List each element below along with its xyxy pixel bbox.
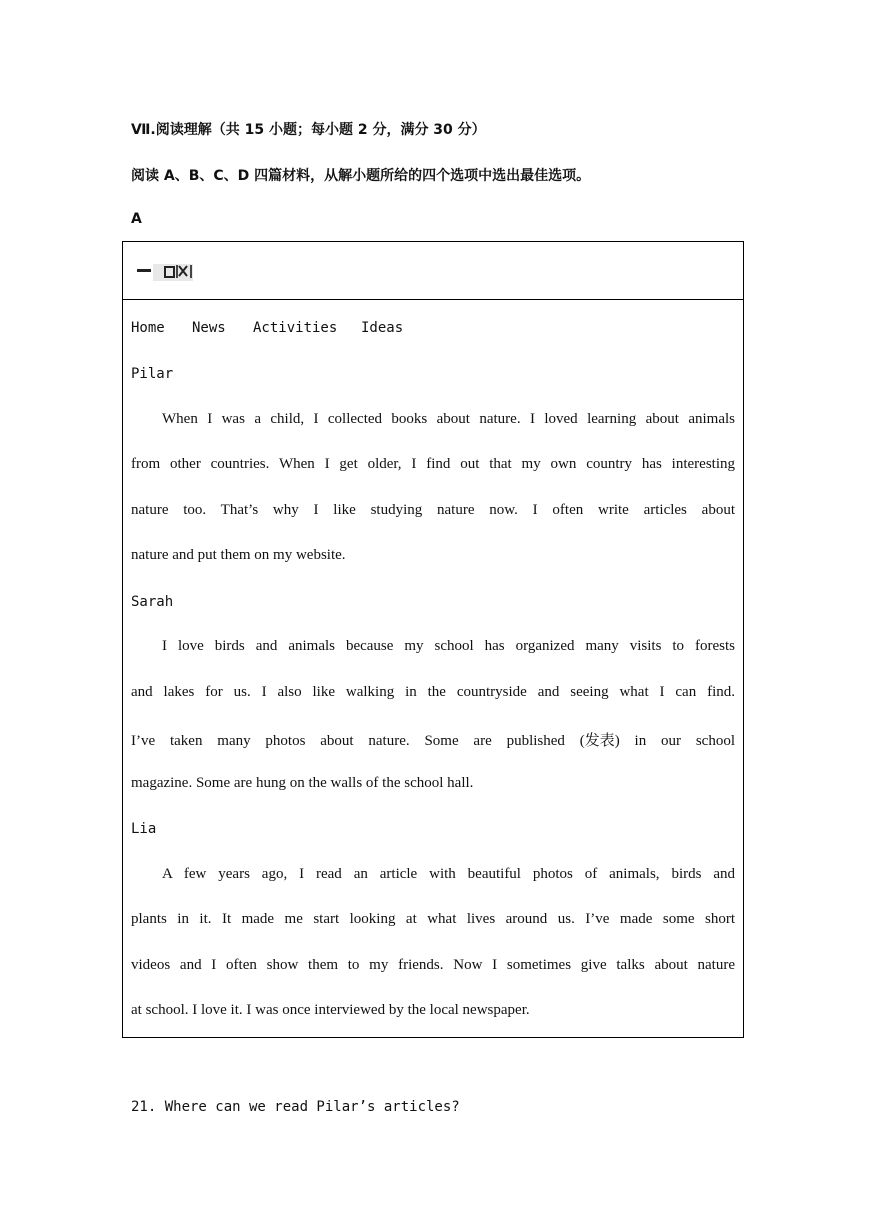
entry-text-line: I’ve taken many photos about nature. Some are published (发表) in our school xyxy=(131,733,735,749)
section-instruction: 阅读 A、B、C、D 四篇材料，从解小题所给的四个选项中选出最佳选项。 xyxy=(131,168,591,184)
nav-activities-link[interactable]: Activities xyxy=(253,320,338,336)
entry-text-line: videos and I often show them to my friends. Now I sometimes give talks about nature xyxy=(131,956,735,973)
entry-author: Sarah xyxy=(131,593,174,610)
entry-text-line: nature too. That’s why I like studying nature now. I often write articles about xyxy=(131,501,735,518)
entry-text-line: from other countries. When I get older, I find out that my own country has interesting xyxy=(131,456,735,472)
nav-home-link[interactable]: Home xyxy=(131,320,165,336)
entry-text-line: I love birds and animals because my school has organized many visits to forests xyxy=(162,638,735,654)
section-heading: Ⅶ.阅读理解（共 15 小题；每小题 2 分，满分 30 分） xyxy=(131,122,486,138)
entry-text-line: and lakes for us. I also like walking in the countryside and seeing what I can find. xyxy=(131,683,735,700)
nav-news-link[interactable]: News xyxy=(192,320,226,336)
entry-text-line: magazine. Some are hung on the walls of the school hall. xyxy=(131,774,474,791)
entry-author: Pilar xyxy=(131,366,174,382)
entry-author: Lia xyxy=(131,821,157,837)
entry-text-line: at school. I love it. I was once interviewed by the local newspaper. xyxy=(131,1002,530,1018)
entry-text-line: plants in it. It made me start looking at what lives around us. I’ve made some short xyxy=(131,911,735,927)
passage-label: A xyxy=(131,211,142,227)
entry-text-line: nature and put them on my website. xyxy=(131,547,346,563)
window-controls-icon xyxy=(135,258,201,284)
title-bar-divider xyxy=(123,299,743,300)
nav-ideas-link[interactable]: Ideas xyxy=(361,320,404,336)
entry-text-line: A few years ago, I read an article with beautiful photos of animals, birds and xyxy=(162,865,735,882)
entry-text-line: When I was a child, I collected books about nature. I loved learning about animals xyxy=(162,410,735,427)
webpage-frame xyxy=(122,241,744,1038)
question-21: 21. Where can we read Pilar’s articles? xyxy=(131,1099,460,1115)
